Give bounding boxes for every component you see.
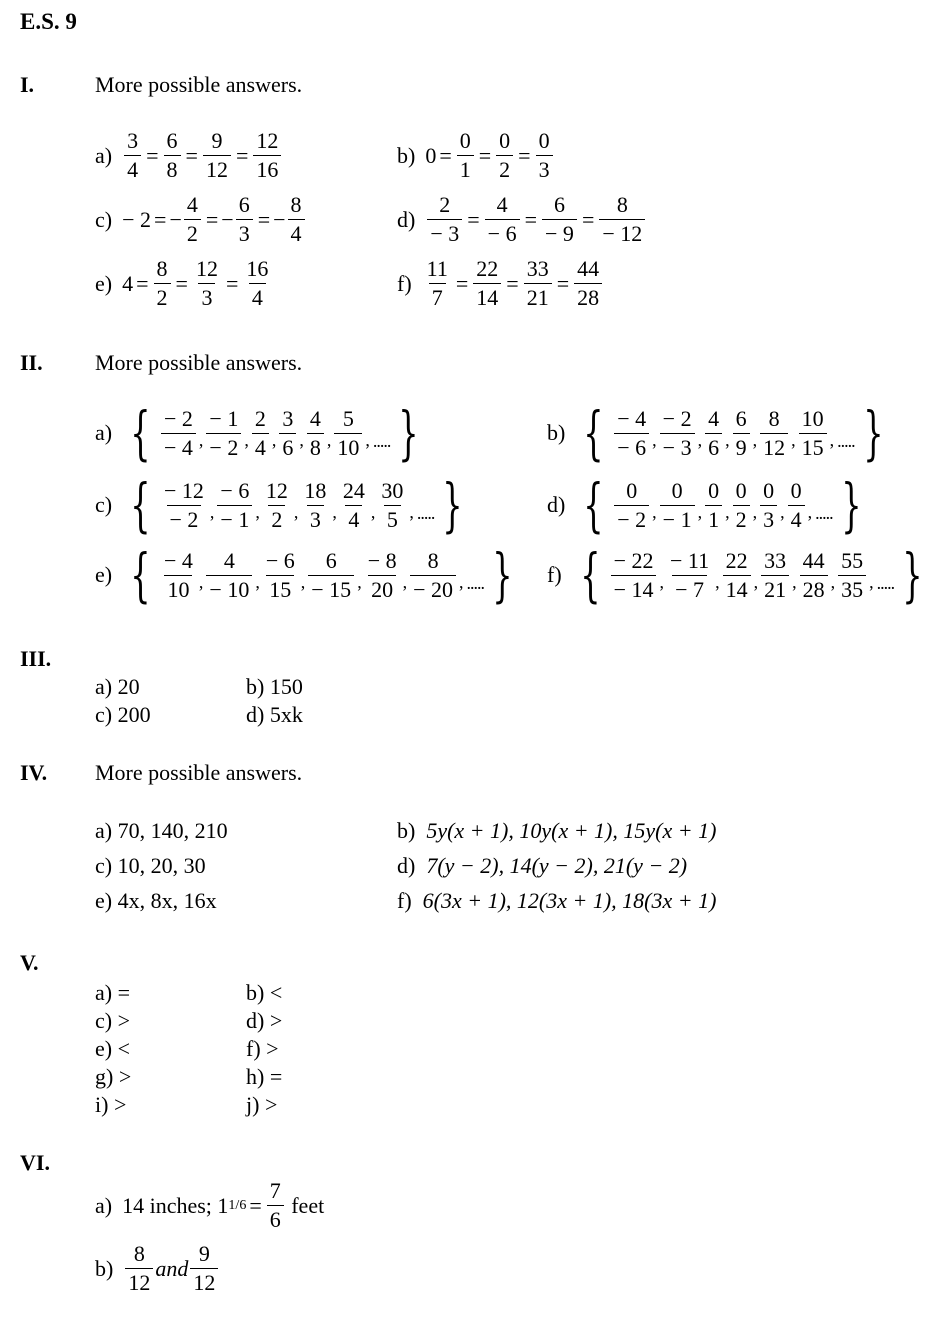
fraction: $\frac{33}{21}$ — [524, 258, 552, 309]
answer-v-d: d) > — [246, 1008, 283, 1033]
fraction: $\frac{0}{- 1}$ — [660, 480, 695, 531]
fraction: $\frac{- 11}{- 7}$ — [669, 547, 710, 602]
fraction: $\frac{44}{28}$ — [800, 550, 828, 601]
answer-iii-d: d) 5xk — [246, 702, 303, 727]
section-ii-heading: More possible answers. — [95, 350, 303, 375]
fraction: $\frac{- 6}{- 1}$ — [217, 480, 252, 531]
answer-v-a: a) = — [95, 980, 130, 1005]
fraction: $\frac{3}{6}$ — [279, 408, 296, 459]
fraction: $\frac{- 8}{20}$ — [367, 547, 397, 602]
fraction: $\frac{55}{35}$ — [838, 550, 866, 601]
fraction: $\frac{33}{21}$ — [761, 550, 789, 601]
left-brace: { — [130, 541, 151, 609]
fraction: $\frac{6}{9}$ — [733, 408, 750, 459]
fraction: $\frac{0}{1}$ — [457, 130, 474, 181]
fraction: $\frac{0}{3}$ — [760, 480, 777, 531]
ellipsis: ..... — [372, 431, 391, 451]
fraction: $\frac{4}{- 6}$ — [485, 194, 520, 245]
answer-v-i: i) > — [95, 1092, 127, 1117]
section-iii-numeral: III. — [20, 646, 52, 671]
answer-iv-e: e) 4x, 8x, 16x — [95, 888, 217, 913]
answer-v-j: j) > — [246, 1092, 278, 1117]
fraction: $\frac{12}{16}$ — [253, 130, 281, 181]
fraction: $\frac{0}{2}$ — [733, 480, 750, 531]
answer-v-h: h) = — [246, 1064, 283, 1089]
fraction: $\frac{4}{2}$ — [184, 194, 201, 245]
section-i-numeral: I. — [20, 72, 35, 97]
ellipsis: ..... — [815, 503, 833, 523]
fraction: $\frac{- 2}{- 3}$ — [660, 408, 695, 459]
mixed-number: 1 1 / 6 — [217, 1192, 247, 1218]
answer-vi-a: a) 14 inches; 1 1 / 6 = $\frac{7}{6}$ feet — [95, 1178, 325, 1232]
answer-iv-b: b) 5y(x + 1), 10y(x + 1), 15y(x + 1) — [397, 818, 717, 843]
fraction: $\frac{12}{3}$ — [195, 256, 218, 310]
fraction: $\frac{3}{4}$ — [124, 130, 141, 181]
fraction: $\frac{- 12}{- 2}$ — [164, 477, 204, 532]
fraction: $\frac{18}{3}$ — [304, 477, 327, 532]
fraction: $\frac{6}{8}$ — [164, 130, 181, 181]
section-iv-numeral: IV. — [20, 760, 48, 785]
fraction: $\frac{4}{8}$ — [307, 408, 324, 459]
fraction: $\frac{2}{4}$ — [252, 408, 269, 459]
fraction: $\frac{- 1}{- 2}$ — [206, 408, 241, 459]
right-brace: } — [840, 471, 862, 539]
fraction: $\frac{- 4}{- 6}$ — [614, 408, 649, 459]
answer-v-e: e) < — [95, 1036, 130, 1061]
fraction: $\frac{44}{28}$ — [574, 258, 602, 309]
fraction: $\frac{6}{- 9}$ — [542, 194, 577, 245]
answer-iii-c: c) 200 — [95, 702, 151, 727]
answer-i-c: c) − 2 = − $\frac{4}{2}$ = − $\frac{6}{3}$ = − $\frac{8}{4}$ — [95, 194, 307, 245]
answer-i-f: f) $\frac{11}{7}$ = $\frac{22}{14}$ = $\frac{33}{21}$ = $\frac{44}{28}$ — [397, 258, 604, 309]
ellipsis: ..... — [876, 573, 895, 593]
right-brace: } — [902, 541, 923, 609]
fraction: $\frac{4}{6}$ — [705, 408, 722, 459]
answer-vi-b: b) $\frac{8}{12}$ and $\frac{9}{12}$ — [95, 1243, 220, 1294]
fraction: $\frac{9}{12}$ — [190, 1243, 218, 1294]
answer-ii-c: c) { $\frac{- 12}{- 2}$ , $\frac{- 6}{- 1}$ , $\frac{12}{2}$ , $\frac{18}{3}$ , $\frac{24}{4}$ , $\frac{30}{5}$ , ..... } — [95, 471, 463, 539]
fraction: $\frac{9}{12}$ — [203, 130, 231, 181]
fraction: $\frac{6}{- 15}$ — [308, 550, 354, 601]
fraction: $\frac{2}{- 3}$ — [427, 194, 462, 245]
answer-ii-e: e) { $\frac{- 4}{10}$ , $\frac{4}{- 10}$ , $\frac{- 6}{15}$ , $\frac{6}{- 15}$ , $\frac{- 8}{20}$ , $\frac{8}{- 20}$ , ..... } — [95, 541, 513, 609]
fraction: $\frac{22}{14}$ — [723, 550, 751, 601]
fraction: $\frac{30}{5}$ — [381, 477, 404, 532]
answer-v-b: b) < — [246, 980, 283, 1005]
answer-iv-a: a) 70, 140, 210 — [95, 818, 228, 843]
answer-iii-a: a) 20 — [95, 674, 140, 699]
left-brace: { — [579, 541, 601, 609]
left-brace: { — [130, 399, 151, 467]
answer-i-e: e) 4 = $\frac{8}{2}$ = $\frac{12}{3}$ = $\frac{16}{4}$ — [95, 258, 273, 309]
fraction: $\frac{8}{2}$ — [154, 258, 171, 309]
fraction: $\frac{0}{1}$ — [705, 480, 722, 531]
answer-ii-b: b) { $\frac{- 4}{- 6}$ , $\frac{- 2}{- 3}$ , $\frac{4}{6}$ , $\frac{6}{9}$ , $\frac{8}{12}$ , $\frac{10}{15}$ , ..... } — [547, 399, 884, 467]
right-brace: } — [398, 399, 419, 467]
fraction: $\frac{10}{15}$ — [799, 408, 827, 459]
fraction: $\frac{8}{12}$ — [760, 408, 788, 459]
section-vi-numeral: VI. — [20, 1150, 50, 1175]
fraction: $\frac{- 4}{10}$ — [164, 547, 193, 602]
left-brace: { — [583, 471, 604, 539]
answer-v-g: g) > — [95, 1064, 132, 1089]
fraction: $\frac{- 2}{- 4}$ — [161, 408, 196, 459]
answer-iv-c: c) 10, 20, 30 — [95, 853, 206, 878]
fraction: $\frac{8}{- 20}$ — [410, 550, 456, 601]
fraction: $\frac{12}{2}$ — [265, 477, 288, 532]
fraction: $\frac{7}{6}$ — [267, 1180, 284, 1231]
fraction: $\frac{5}{10}$ — [334, 408, 362, 459]
answer-iv-d: d) 7(y − 2), 14(y − 2), 21(y − 2) — [397, 853, 688, 878]
fraction: $\frac{8}{4}$ — [288, 194, 305, 245]
fraction: $\frac{16}{4}$ — [246, 256, 269, 310]
answer-ii-d: d) { $\frac{0}{- 2}$ , $\frac{0}{- 1}$ , $\frac{0}{1}$ , $\frac{0}{2}$ , $\frac{0}{3}$ , $\frac{0}{4}$ , ..... } — [547, 471, 862, 539]
answer-v-f: f) > — [246, 1036, 279, 1061]
answer-iii-b: b) 150 — [246, 674, 303, 699]
answer-i-d: d) $\frac{2}{- 3}$ = $\frac{4}{- 6}$ = $\frac{6}{- 9}$ = $\frac{8}{- 12}$ — [397, 194, 647, 245]
answer-i-b: b) 0 = $\frac{0}{1}$ = $\frac{0}{2}$ = $\frac{0}{3}$ — [397, 130, 555, 181]
ellipsis: ..... — [466, 573, 485, 593]
fraction: $\frac{6}{3}$ — [236, 194, 253, 245]
fraction: $\frac{4}{- 10}$ — [206, 550, 252, 601]
right-brace: } — [442, 471, 463, 539]
fraction: $\frac{0}{2}$ — [496, 130, 513, 181]
answer-ii-a: a) { $\frac{- 2}{- 4}$ , $\frac{- 1}{- 2}$ , $\frac{2}{4}$ , $\frac{3}{6}$ , $\frac{4}{8}$ , $\frac{5}{10}$ , ..... } — [95, 399, 419, 467]
fraction: $\frac{- 6}{15}$ — [265, 547, 295, 602]
fraction: $\frac{0}{4}$ — [788, 480, 805, 531]
answer-ii-f: f) { $\frac{- 22}{- 14}$ , $\frac{- 11}{- 7}$ , $\frac{22}{14}$ , $\frac{33}{21}$ , $\frac{44}{28}$ , $\frac{55}{35}$ , ..... } — [547, 541, 923, 609]
fraction: $\frac{8}{12}$ — [125, 1243, 153, 1294]
fraction: $\frac{0}{- 2}$ — [614, 480, 649, 531]
right-brace: } — [862, 399, 884, 467]
fraction: $\frac{8}{- 12}$ — [599, 194, 645, 245]
right-brace: } — [492, 541, 513, 609]
section-iv-heading: More possible answers. — [95, 760, 303, 785]
ellipsis: ..... — [837, 431, 855, 451]
section-i-heading: More possible answers. — [95, 72, 303, 97]
left-brace: { — [583, 399, 604, 467]
answer-v-c: c) > — [95, 1008, 130, 1033]
fraction: $\frac{11}{7}$ — [426, 256, 448, 310]
fraction: $\frac{0}{3}$ — [536, 130, 553, 181]
left-brace: { — [130, 471, 151, 539]
section-ii-numeral: II. — [20, 350, 43, 375]
page-title: E.S. 9 — [20, 9, 77, 34]
fraction: $\frac{24}{4}$ — [342, 477, 365, 532]
ellipsis: ..... — [416, 503, 435, 523]
answer-i-a: a) $\frac{3}{4}$ = $\frac{6}{8}$ = $\frac{9}{12}$ = $\frac{12}{16}$ — [95, 130, 283, 181]
answer-iv-f: f) 6(3x + 1), 12(3x + 1), 18(3x + 1) — [397, 888, 717, 913]
section-v-numeral: V. — [20, 950, 39, 975]
fraction: $\frac{- 22}{- 14}$ — [611, 550, 657, 601]
fraction: $\frac{22}{14}$ — [473, 258, 501, 309]
